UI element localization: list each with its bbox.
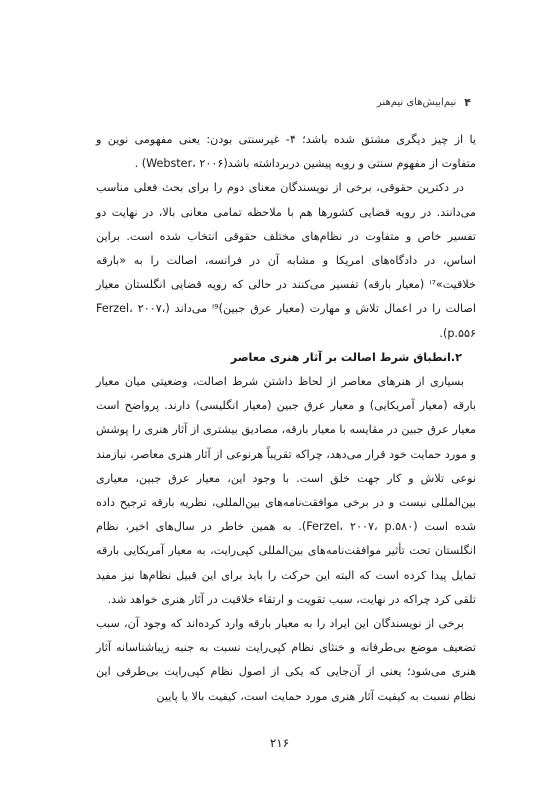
section-heading: ۲.انطباق شرط اصالت بر آثار هنری معاصر (230, 350, 462, 364)
paragraph-3: بسیاری از هنرهای معاصر از لحاظ داشتن شرط اصالت، وضعیتی میان معیار بارقه (معیار آمریکایی) و معیار عرق جبین (معیار انگلیسی) دارند. پرواضح است معیار عرق جبین در مقایسه با معیار بارقه، مصادیق بیشتری از آثار هنری را پوشش و مورد حمایت خود قرار می‌دهد، چراکه تقریباً هرنوعی از آثار هنری معاصر، نیازمند نوعی تلاش و کار جهت خلق است. با وجود این، معیار عرق جبین، معیاری بین‌المللی نیست و در برخی موافقت‌نامه‌های بین‌المللی، نظریه بارقه ترجیح داده شده است (Ferzel، ۲۰۰۷، p.۵۸۰). به همین خاطر در سال‌های اخیر، نظام انگلستان تحت تأثیر موافقت‌نامه‌های بین‌المللی کپی‌رایت، به معیار آمریکایی بارقه تمایل پیدا کرده است که البته این حرکت را باید برای این قبیل نظام‌ها نیز مفید تلقی کرد چراکه در نهایت، سبب تقویت و ارتقاء خلاقیت در آثار هنری خواهد شد. (96, 375, 476, 606)
running-header (377, 96, 471, 109)
paragraph-2: در دکترین حقوقی، برخی از نویسندگان معنای دوم را برای بحث فعلی مناسب می‌دانند. در رویه قضایی کشورها هم با ملاحظه تمامی معانی بالا، در نهایت دو تفسیر خاص و متفاوت در نظام‌های مختلف حقوقی انتخاب شده است. براین اساس، در دادگاه‌های امریکا و مشابه آن در فرانسه، اصالت را به «بارقه خلاقیت»ⁱ⁷ (معیار بارقه) تفسیر می‌کنند در حالی که رویه قضایی انگلستان معیار اصالت را در اعمال تلاش و مهارت (معیار عرق جبین)ⁱ⁹ می‌داند (Ferzel، ۲۰۰۷، p.۵۵۶). (96, 181, 477, 340)
page-number: ۲۱۶ (269, 736, 290, 750)
body-text (96, 128, 476, 709)
paragraph-1: یا از چیز دیگری مشتق شده باشد؛ ۴- غیرسنتی بودن: یعنی مفهومی نوین و متفاوت از مفهوم سنتی و رویه پیشین دربرداشته باشد(Webster، ۲۰۰۶) . (96, 133, 476, 171)
paragraph-4: برخی از نویسندگان این ایراد را به معیار بارقه وارد کرده‌اند که وجود آن، سبب تضعیف موضع بی‌طرفانه و خنثای نظام کپی‌رایت نسبت به جنبه زیباشناسانه آثار هنری می‌شود؛ یعنی از آن‌جایی که یکی از اصول نظام کپی‌رایت بی‌طرفی این نظام نسبت به کیفیت آثار هنری مورد حمایت است، کیفیت بالا یا پایین (96, 617, 476, 703)
header-mark: ۴ (464, 96, 471, 109)
running-title: نیم‌ابیش‌های نیم‌هنر (376, 97, 457, 108)
